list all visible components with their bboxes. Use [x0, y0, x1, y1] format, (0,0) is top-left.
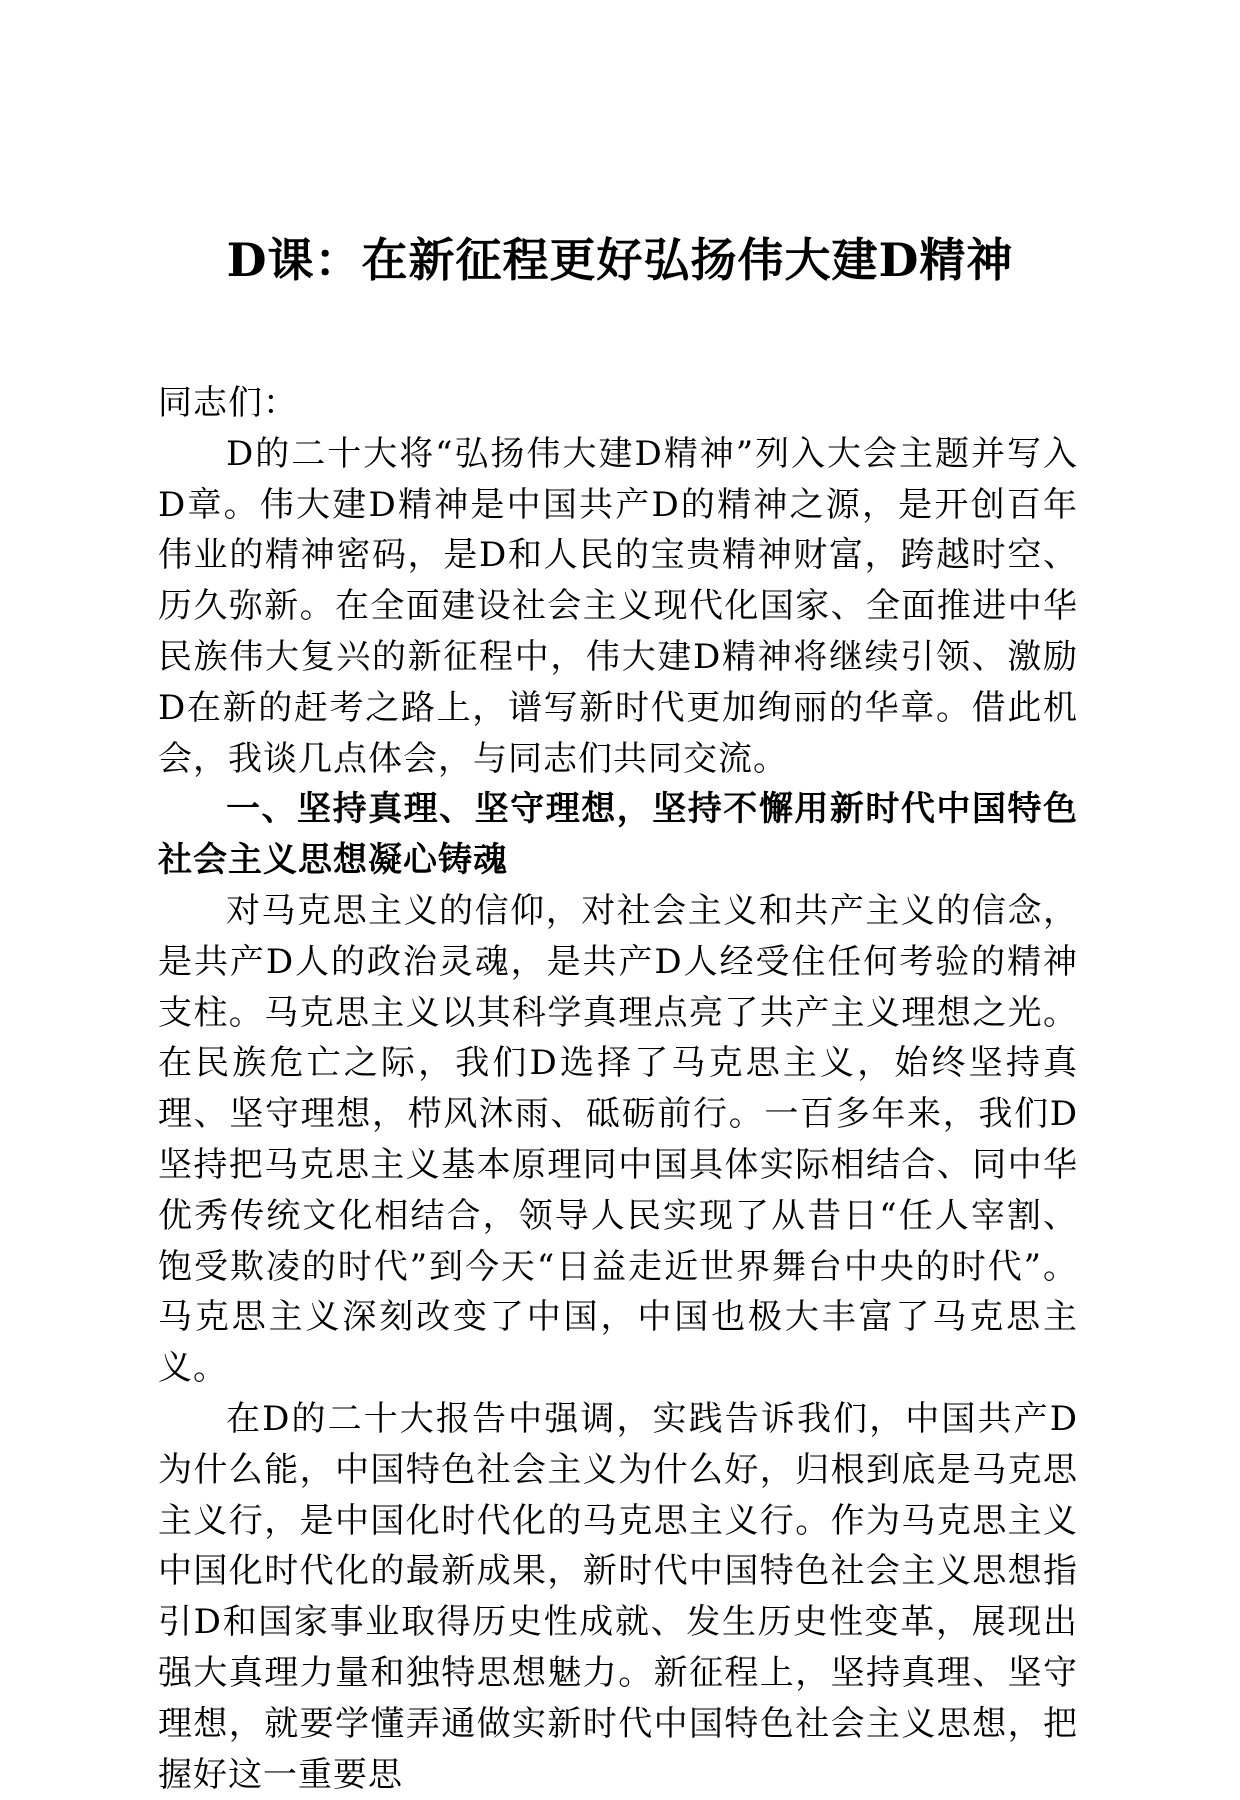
document-title: D课：在新征程更好弘扬伟大建D精神	[226, 233, 1014, 287]
paragraph-marxism-belief: 对马克思主义的信仰，对社会主义和共产主义的信念，是共产D人的政治灵魂，是共产D人经受住任何考验的精神支柱。马克思主义以其科学真理点亮了共产主义理想之光。在民族危亡之际，我们D选择了马克思主义，始终坚持真理、坚守理想，栉风沐雨、砥砺前行。一百多年来，我们D坚持把马克思主义基本原理同中国具体实际相结合、同中华优秀传统文化相结合，领导人民实现了从昔日“任人宰割、饱受欺凌的时代”到今天“日益走近世界舞台中央的时代”。马克思主义深刻改变了中国，中国也极大丰富了马克思主义。	[158, 890, 1078, 1389]
salutation: 同志们：	[158, 383, 298, 423]
paragraph-twentieth-congress: 在D的二十大报告中强调，实践告诉我们，中国共产D为什么能，中国特色社会主义为什么好，归根到底是马克思主义行，是中国化时代化的马克思主义行。作为马克思主义中国化时代化的最新成果，新时代中国特色社会主义思想指引D和国家事业取得历史性成就、发生历史性变革，展现出强大真理力量和独特思想魅力。新征程上，坚持真理、坚守理想，就要学懂弄通做实新时代中国特色社会主义思想，把握好这一重要思	[158, 1398, 1078, 1795]
section-heading: 一、坚持真理、坚守理想，坚持不懈用新时代中国特色社会主义思想凝心铸魂	[158, 789, 1078, 881]
document-body	[158, 378, 1078, 1800]
paragraph-intro: D的二十大将“弘扬伟大建D精神”列入大会主题并写入D章。伟大建D精神是中国共产D的精神之源，是开创百年伟业的精神密码，是D和人民的宝贵精神财富，跨越时空、历久弥新。在全面建设社会主义现代化国家、全面推进中华民族伟大复兴的新征程中，伟大建D精神将继续引领、激励D在新的赶考之路上，谱写新时代更加绚丽的华章。借此机会，我谈几点体会，与同志们共同交流。	[158, 433, 1078, 779]
